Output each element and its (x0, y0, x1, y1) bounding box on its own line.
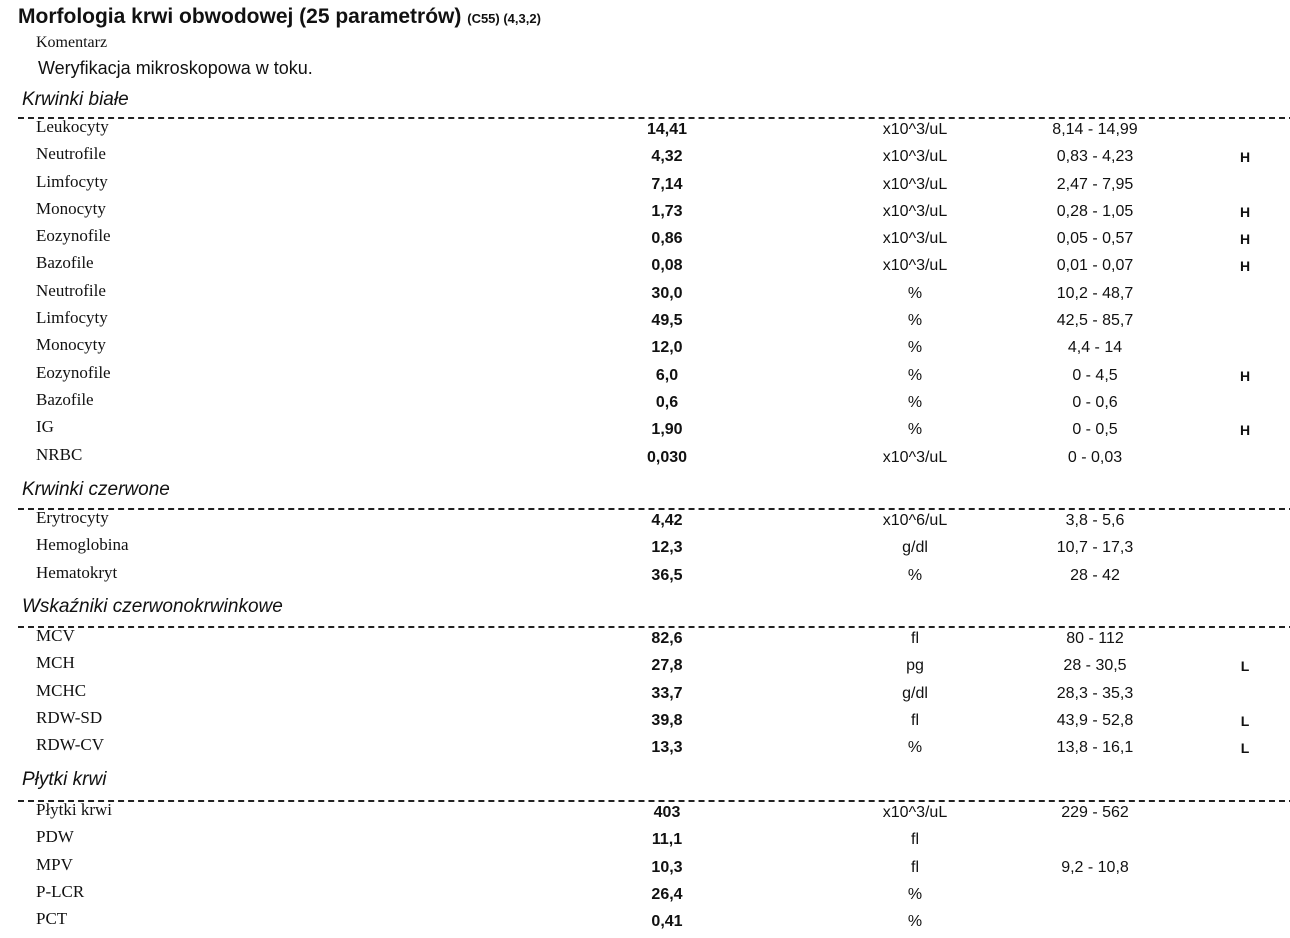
result-value: 0,41 (651, 913, 683, 931)
section-title: Wskaźniki czerwonokrwinkowe (22, 596, 283, 617)
reference-range: 0,05 - 0,57 (1056, 230, 1134, 248)
parameter-name: Limfocyty (36, 308, 108, 328)
parameter-name: Eozynofile (36, 362, 111, 382)
parameter-name: MCHC (36, 680, 87, 700)
result-row (0, 628, 1290, 655)
section-title: Płytki krwi (22, 769, 107, 790)
result-value: 14,41 (646, 121, 688, 138)
reference-range: 9,2 - 10,8 (1061, 858, 1129, 876)
abnormal-flag: L (1240, 658, 1250, 675)
parameter-name: PCT (36, 909, 68, 929)
parameter-name: PDW (36, 827, 74, 847)
result-value: 403 (653, 804, 681, 821)
result-value: 82,6 (651, 630, 683, 647)
section-title: Krwinki czerwone (22, 479, 170, 500)
result-unit: fl (911, 858, 919, 876)
result-row (0, 802, 1290, 829)
reference-range: 10,2 - 48,7 (1056, 284, 1134, 302)
report-title-text: Morfologia krwi obwodowej (25 parametrów) (18, 5, 462, 28)
result-value: 33,7 (651, 684, 683, 702)
abnormal-flag: L (1240, 740, 1250, 757)
parameter-name: Monocyty (36, 198, 106, 218)
result-row (0, 655, 1290, 682)
result-rows (0, 628, 1290, 764)
reference-range: 42,5 - 85,7 (1056, 312, 1134, 330)
reference-range: 10,7 - 17,3 (1056, 539, 1134, 557)
report-title (18, 5, 541, 29)
result-unit: x10^3/uL (882, 448, 948, 466)
result-row (0, 280, 1290, 310)
reference-range: 229 - 562 (1061, 804, 1129, 821)
reference-range: 4,4 - 14 (1067, 339, 1123, 357)
result-unit: % (907, 284, 923, 302)
result-value: 30,0 (651, 284, 683, 302)
parameter-name: Neutrofile (36, 280, 106, 300)
parameter-name: P-LCR (36, 881, 85, 901)
result-row (0, 310, 1290, 337)
reference-range: 28,3 - 35,3 (1056, 684, 1134, 702)
parameter-name: Bazofile (36, 389, 94, 409)
result-unit: x10^6/uL (882, 512, 948, 529)
result-row (0, 680, 1290, 710)
result-unit: fl (911, 630, 919, 647)
result-row (0, 707, 1290, 737)
parameter-name: Leukocyty (36, 117, 109, 136)
result-unit: g/dl (902, 539, 928, 557)
parameter-name: RDW-CV (36, 735, 104, 755)
abnormal-flag: H (1239, 203, 1251, 220)
result-value: 26,4 (651, 885, 683, 903)
result-value: 4,32 (651, 148, 683, 166)
result-row (0, 510, 1290, 537)
result-unit: % (907, 913, 923, 931)
result-value: 0,86 (651, 230, 683, 248)
result-unit: % (907, 339, 923, 357)
result-value: 11,1 (651, 831, 683, 849)
result-row (0, 171, 1290, 201)
result-row (0, 362, 1290, 392)
result-row (0, 537, 1290, 564)
abnormal-flag: H (1239, 367, 1251, 384)
parameter-name: Limfocyty (36, 171, 108, 191)
result-value: 4,42 (651, 512, 683, 529)
parameter-name: Hematokryt (36, 562, 118, 582)
reference-range: 0,28 - 1,05 (1056, 202, 1134, 220)
parameter-name: IG (36, 417, 54, 437)
result-row (0, 854, 1290, 884)
result-unit: fl (911, 831, 919, 849)
result-unit: fl (911, 711, 919, 729)
result-value: 0,6 (655, 393, 679, 411)
result-value: 1,73 (651, 202, 683, 220)
parameter-name: Monocyty (36, 335, 106, 355)
result-row (0, 444, 1290, 474)
result-value: 7,14 (651, 175, 683, 193)
abnormal-flag: L (1240, 712, 1250, 729)
reference-range: 28 - 42 (1070, 566, 1120, 584)
parameter-name: Hemoglobina (36, 535, 129, 555)
result-row (0, 337, 1290, 364)
parameter-name: MPV (36, 854, 73, 874)
result-unit: % (907, 885, 923, 903)
reference-range: 0 - 0,03 (1067, 448, 1123, 466)
result-value: 36,5 (651, 566, 683, 584)
reference-range: 28 - 30,5 (1063, 657, 1127, 675)
abnormal-flag: H (1239, 231, 1251, 248)
result-value: 39,8 (651, 711, 683, 729)
result-unit: x10^3/uL (882, 804, 948, 821)
abnormal-flag: H (1239, 258, 1251, 275)
section-title: Krwinki białe (22, 89, 129, 110)
result-value: 13,3 (651, 739, 683, 757)
result-value: 12,0 (651, 339, 683, 357)
parameter-name: MCH (36, 653, 75, 673)
result-unit: % (907, 566, 923, 584)
result-row (0, 911, 1290, 938)
reference-range: 0 - 4,5 (1072, 366, 1118, 384)
result-unit: x10^3/uL (882, 257, 948, 275)
result-rows (0, 119, 1290, 474)
result-value: 0,030 (646, 448, 688, 466)
result-value: 49,5 (651, 312, 683, 330)
result-row (0, 146, 1290, 173)
result-row (0, 119, 1290, 146)
result-unit: % (907, 393, 923, 411)
result-row (0, 228, 1290, 255)
abnormal-flag: H (1239, 149, 1251, 166)
result-unit: % (907, 312, 923, 330)
reference-range: 80 - 112 (1066, 630, 1124, 647)
report-code: (C55) (4,3,2) (467, 11, 541, 26)
comment-label: Komentarz (36, 34, 108, 51)
result-row (0, 881, 1290, 911)
parameter-name: NRBC (36, 444, 83, 464)
comment-text: Weryfikacja mikroskopowa w toku. (38, 58, 313, 78)
result-row (0, 737, 1290, 764)
result-value: 1,90 (651, 421, 683, 439)
parameter-name: Bazofile (36, 253, 94, 273)
result-unit: g/dl (902, 684, 928, 702)
result-value: 6,0 (655, 366, 679, 384)
result-row (0, 562, 1290, 592)
result-row (0, 419, 1290, 446)
reference-range: 0,83 - 4,23 (1056, 148, 1134, 166)
abnormal-flag: H (1239, 422, 1251, 439)
result-rows (0, 802, 1290, 938)
result-unit: x10^3/uL (882, 148, 948, 166)
result-row (0, 198, 1290, 228)
result-row (0, 389, 1290, 419)
reference-range: 0 - 0,5 (1072, 421, 1118, 439)
result-unit: % (907, 366, 923, 384)
result-unit: % (907, 739, 923, 757)
parameter-name: Neutrofile (36, 144, 106, 164)
result-value: 27,8 (651, 657, 683, 675)
result-rows (0, 510, 1290, 592)
result-row (0, 255, 1290, 282)
result-value: 0,08 (651, 257, 683, 275)
result-unit: x10^3/uL (882, 121, 948, 138)
result-unit: x10^3/uL (882, 202, 948, 220)
reference-range: 3,8 - 5,6 (1065, 512, 1125, 529)
reference-range: 0 - 0,6 (1072, 393, 1118, 411)
parameter-name: RDW-SD (36, 707, 103, 727)
reference-range: 2,47 - 7,95 (1056, 175, 1134, 193)
parameter-name: Płytki krwi (36, 800, 113, 819)
reference-range: 0,01 - 0,07 (1056, 257, 1134, 275)
result-value: 10,3 (651, 858, 683, 876)
result-unit: x10^3/uL (882, 175, 948, 193)
result-value: 12,3 (651, 539, 683, 557)
reference-range: 43,9 - 52,8 (1056, 711, 1134, 729)
result-unit: pg (906, 657, 924, 675)
result-unit: x10^3/uL (882, 230, 948, 248)
parameter-name: Erytrocyty (36, 508, 109, 527)
result-row (0, 829, 1290, 856)
reference-range: 13,8 - 16,1 (1056, 739, 1134, 757)
parameter-name: MCV (36, 626, 75, 645)
result-unit: % (907, 421, 923, 439)
parameter-name: Eozynofile (36, 226, 111, 246)
reference-range: 8,14 - 14,99 (1052, 121, 1138, 138)
